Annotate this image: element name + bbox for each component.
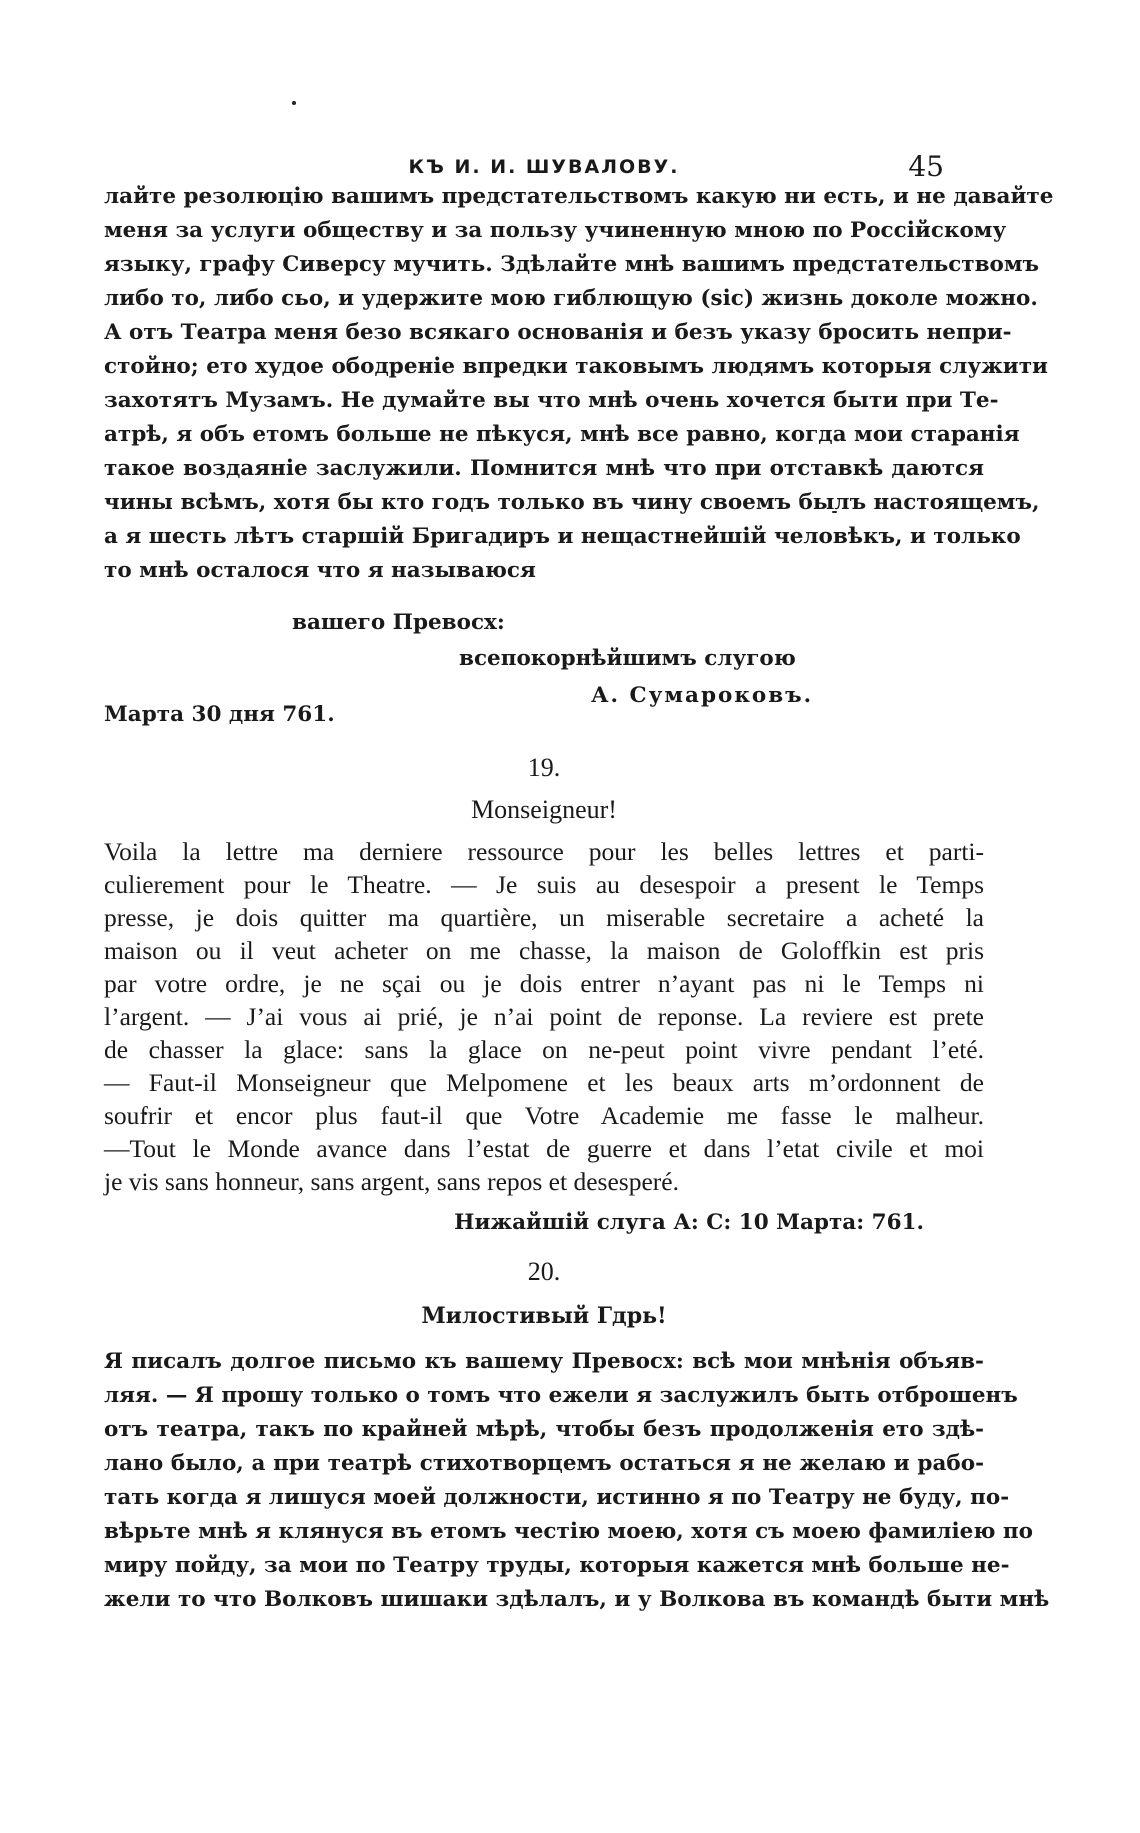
text-line: presse, je dois quitter ma quartière, un miserable secretaire a acheté la <box>104 903 984 932</box>
text-line: Voila la lettre ma derniere ressource pour les belles lettres et parti- <box>104 837 984 866</box>
letter-19-body <box>104 835 984 1198</box>
text-line: отъ театра, такъ по крайней мѣрѣ, чтобы безъ продолженія ето здѣ- <box>104 1417 984 1442</box>
page-speck <box>292 101 296 105</box>
text-line: —Tout le Monde avance dans l’estat de guerre et dans l’etat civile et moi <box>104 1134 984 1163</box>
page-header <box>104 150 984 194</box>
text-line: de chasser la glace: sans la glace on ne-peut point vivre pendant l’eté. <box>104 1035 984 1064</box>
text-line: А отъ Театра меня безо всякаго основанія и безъ указу бросить непри- <box>104 320 1012 345</box>
text-line: l’argent. — J’ai vous ai prié, je n’ai point de reponse. La reviere est prete <box>104 1002 984 1031</box>
text-line: лано было, а при театрѣ стихотворцемъ остаться я не желаю и рабо- <box>104 1451 984 1476</box>
text-line: то мнѣ осталося что я называюся <box>104 558 536 583</box>
text-line: чины всѣмъ, хотя бы кто годъ только въ чину своемъ былъ настоящемъ, <box>104 490 1040 515</box>
letter-date: Марта 30 дня 761. <box>104 702 335 727</box>
letter-number: 20. <box>527 1257 561 1286</box>
text-line: а я шесть лѣтъ старшій Бригадиръ и нещастнейшій человѣкъ, и только <box>104 524 1021 549</box>
text-line: атрѣ, я объ етомъ больше не пѣкуся, мнѣ все равно, когда мои старанія <box>104 422 1020 447</box>
text-line: maison ou il veut acheter on me chasse, la maison de Goloffkin est pris <box>104 936 984 965</box>
letter-greeting: Monseigneur! <box>471 795 617 824</box>
text-line: лайте резолюцію вашимъ предстательствомъ какую ни есть, и не давайте <box>104 184 1054 209</box>
closing-salutation: вашего Превосх: <box>292 610 505 635</box>
closing-signature: А. Сумароковъ. <box>591 683 814 708</box>
text-line: такое воздаяніе заслужили. Помнится мнѣ что при отставкѣ даются <box>104 456 984 481</box>
letter-18-body <box>104 180 1054 588</box>
letter-greeting: Милостивый Гдрь! <box>421 1303 667 1329</box>
letter-number: 19. <box>527 753 561 782</box>
text-line: захотятъ Музамъ. Не думайте вы что мнѣ очень хочется быти при Те- <box>104 388 999 413</box>
text-line: миру пойду, за мои по Театру труды, которыя кажется мнѣ больше не- <box>104 1553 1010 1578</box>
text-line: Я писалъ долгое письмо къ вашему Превосх: всѣ мои мнѣнія объяв- <box>104 1349 984 1374</box>
text-line: — Faut-il Monseigneur que Melpomene et les beaux arts m’ordonnent de <box>104 1068 984 1097</box>
text-line: жели то что Волковъ шишаки здѣлалъ, и у Волкова въ командѣ быти мнѣ <box>104 1587 1050 1612</box>
letter-20-body <box>104 1345 1050 1617</box>
book-page <box>104 150 1054 1617</box>
letter-18-closing <box>104 588 984 743</box>
closing-servant: всепокорнѣйшимъ слугою <box>459 646 796 671</box>
text-line: soufrir et encor plus faut-il que Votre Academie me fasse le malheur. <box>104 1101 984 1130</box>
text-line: языку, графу Сиверсу мучить. Здѣлайте мнѣ вашимъ предстательствомъ <box>104 252 1040 277</box>
text-line: вѣрьте мнѣ я клянуся въ етомъ честію моею, хотя съ моею фамиліею по <box>104 1519 1033 1544</box>
text-line: меня за услуги обществу и за пользу учиненную мною по Россійскому <box>104 218 1007 243</box>
text-line: либо то, либо сьо, и удержите мою гиблющую (sic) жизнь доколе можно. <box>104 286 1038 311</box>
running-title: КЪ И. И. ШУВАЛОВУ. <box>408 156 680 178</box>
text-line: стойно; ето худое ободреніе впредки таковымъ людямъ которыя служити <box>104 354 1049 379</box>
text-line: je vis sans honneur, sans argent, sans repos et desesperé. <box>104 1167 679 1196</box>
text-line: ляя. — Я прошу только о томъ что ежели я заслужилъ быть отброшенъ <box>104 1383 1018 1408</box>
text-line: culierement pour le Theatre. — Je suis au desespoir a present le Temps <box>104 870 984 899</box>
page-number: 45 <box>908 150 944 183</box>
text-line: тать когда я лишуся моей должности, истинно я по Театру не буду, по- <box>104 1485 1010 1510</box>
letter-signature: Нижайшій слуга А: С: 10 Марта: 761. <box>454 1210 924 1235</box>
text-line: par votre ordre, je ne sçai ou je dois entrer n’ayant pas ni le Temps ni <box>104 969 984 998</box>
